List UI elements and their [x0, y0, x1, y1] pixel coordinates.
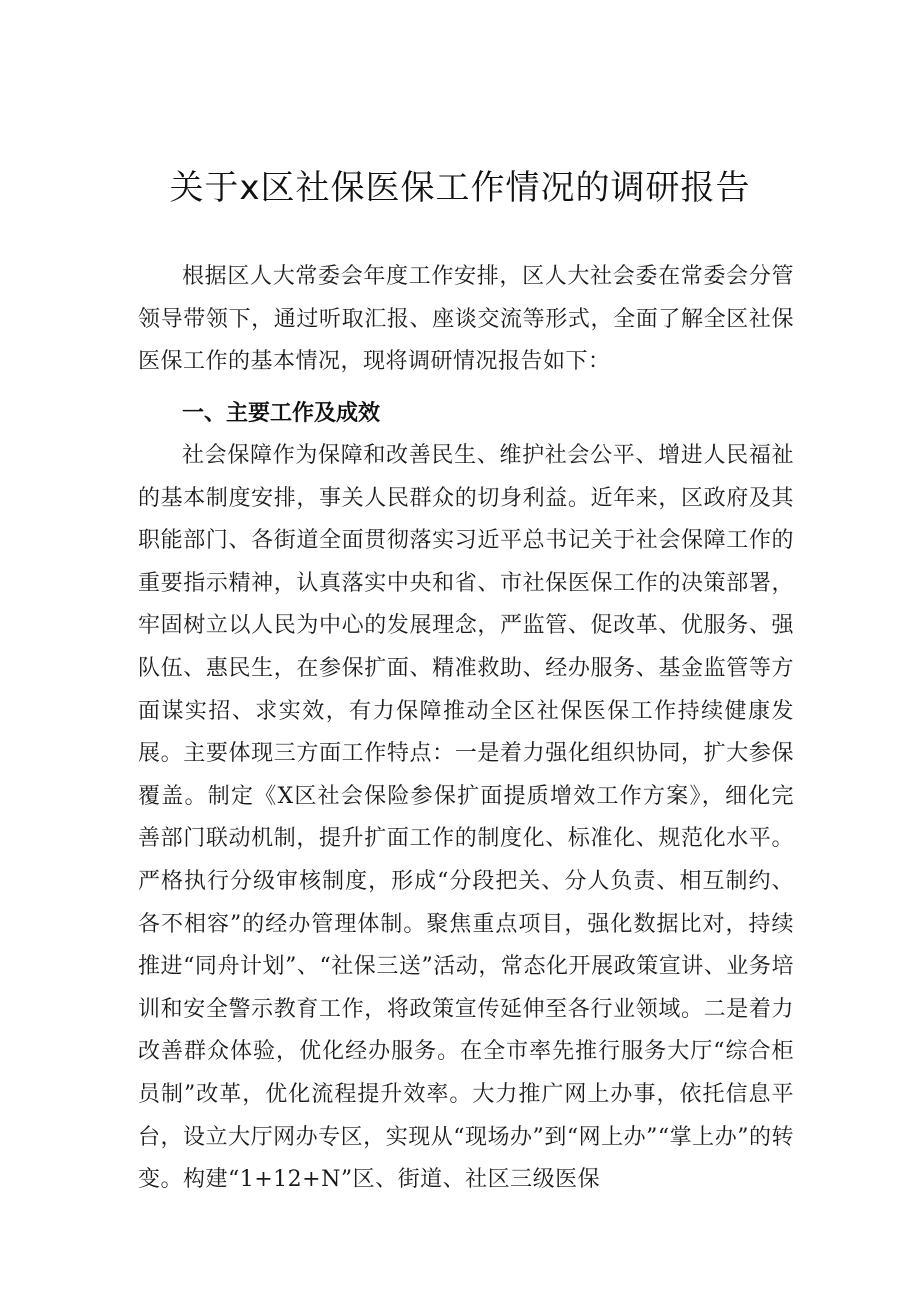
intro-paragraph: 根据区人大常委会年度工作安排，区人大社会委在常委会分管领导带领下，通过听取汇报、座谈交流等形式，全面了解全区社保医保工作的基本情况，现将调研情况报告如下： — [138, 264, 794, 375]
section-1-paragraph: 社会保障作为保障和改善民生、维护社会公平、增进人民福祉的基本制度安排，事关人民群众的切身利益。近年来，区政府及其职能部门、各街道全面贯彻落实习近平总书记关于社会保障工作的重要指示精神，认真落实中央和省、市社保医保工作的决策部署，牢固树立以人民为中心的发展理念，严监管、促改革、优服务、强队伍、惠民生，在参保扩面、精准救助、经办服务、基金监管等方面谋实招、求实效，有力保障推动全区社保医保工作持续健康发展。主要体现三方面工作特点：一是着力强化组织协同，扩大参保覆盖。制定《X区社会保险参保扩面提质增效工作方案》，细化完善部门联动机制，提升扩面工作的制度化、标准化、规范化水平。严格执行分级审核制度，形成“分段把关、分人负责、相互制约、各不相容”的经办管理体制。聚焦重点项目，强化数据比对，持续推进“同舟计划”、“社保三送”活动，常态化开展政策宣讲、业务培训和安全警示教育工作，将政策宣传延伸至各行业领域。二是着力改善群众体验，优化经办服务。在全市率先推行服务大厅“综合柜员制”改革，优化流程提升效率。大力推广网上办事，依托信息平台，设立大厅网办专区，实现从“现场办”到“网上办”“掌上办”的转变。构建“1+12+N”区、街道、社区三级医保 — [138, 443, 794, 1193]
section-heading-1: 一、主要工作及成效 — [182, 401, 381, 426]
report-title: 关于x区社保医保工作情况的调研报告 — [169, 168, 751, 208]
